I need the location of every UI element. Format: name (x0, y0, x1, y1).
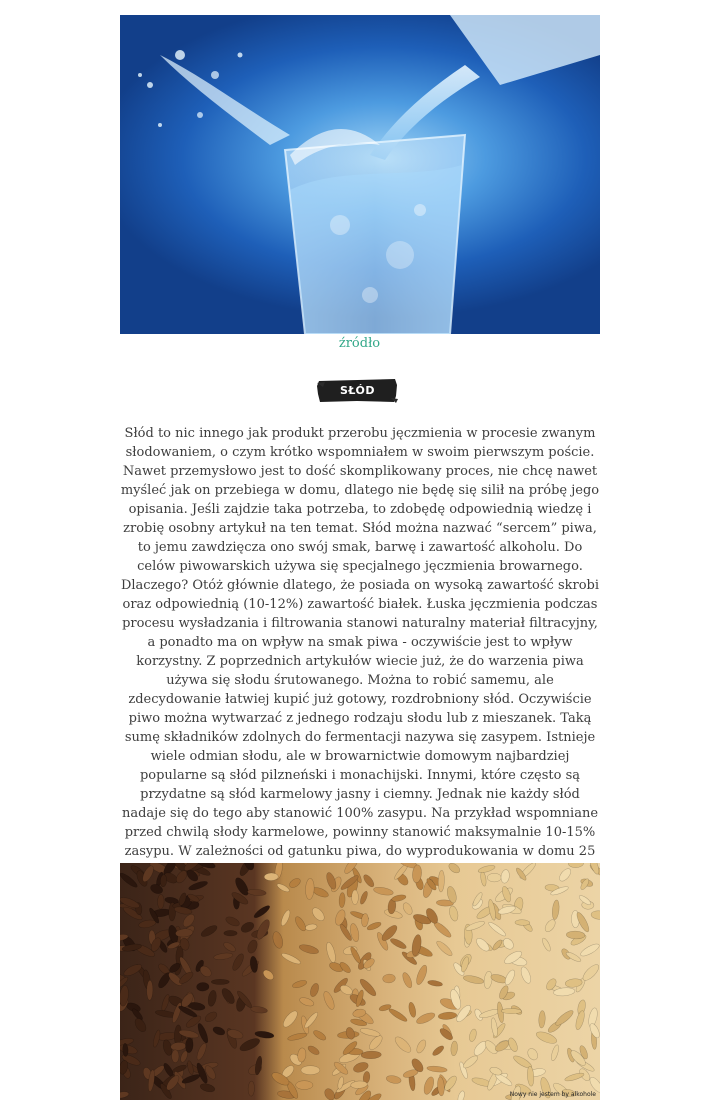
malt-grain (477, 864, 495, 874)
malt-grain (213, 952, 233, 961)
malt-grain (254, 918, 271, 941)
malt-grain (253, 904, 272, 920)
malt-grain (207, 990, 218, 1007)
malt-grain (501, 1008, 521, 1014)
malt-grain (500, 869, 510, 884)
malt-grain (325, 941, 337, 963)
malt-grain (297, 1048, 307, 1063)
malt-grain (238, 1036, 261, 1053)
malt-grain (296, 1081, 313, 1090)
malt-grain (224, 930, 237, 936)
water-photo-art (120, 15, 600, 334)
malt-grain (438, 870, 445, 892)
malt-grain (391, 894, 407, 903)
malt-grain (301, 1066, 320, 1075)
malt-grain (574, 1010, 586, 1031)
malt-grain (515, 920, 530, 926)
malt-grain (431, 1044, 445, 1057)
malt-grain (535, 1029, 559, 1045)
malt-grain (551, 900, 560, 920)
malt-grain (566, 931, 585, 939)
malt-grain (280, 909, 292, 927)
malt-grain (461, 1054, 479, 1070)
malt-grain (264, 873, 278, 881)
malt-grain (527, 1066, 535, 1086)
malt-grain (438, 1011, 457, 1020)
malt-grain (519, 966, 533, 985)
malt-grain (288, 877, 302, 890)
malt-grain (359, 1027, 380, 1038)
malt-grain (579, 942, 600, 958)
malt-grain (415, 1038, 428, 1054)
malt-grain (388, 1007, 409, 1023)
malt-grain (366, 921, 382, 932)
malt-grain (501, 936, 515, 951)
malt-grain (271, 931, 284, 950)
section-label (317, 378, 398, 403)
malt-grain (293, 915, 307, 932)
malt-grain (339, 892, 346, 907)
malt-grain (480, 871, 487, 886)
malt-grain (490, 1017, 498, 1037)
malt-grain (401, 901, 414, 916)
malt-grain (307, 1044, 321, 1056)
malt-grain (448, 905, 459, 922)
photo-watermark: Nowy nie jestem by alkohole (509, 1091, 596, 1098)
malt-grain (310, 906, 327, 923)
malt-grain (463, 974, 485, 985)
malt-grain (203, 1010, 218, 1024)
malt-grain (487, 920, 507, 937)
malt-grain (543, 918, 557, 934)
malt-grain (172, 1050, 179, 1063)
malt-grain (361, 1051, 381, 1059)
malt-grain (248, 1081, 255, 1096)
malt-grain (401, 971, 414, 989)
malt-grain (305, 923, 318, 931)
malt-grain (157, 894, 164, 909)
malt-grain (581, 962, 600, 983)
malt-grain (588, 863, 600, 875)
malt-grain (280, 952, 301, 966)
malt-grain (281, 1009, 300, 1030)
malt-grain (160, 994, 170, 1012)
article-paragraph: Słód to nic innego jak produkt przerobu jęczmienia w procesie zwanym słodowaniem, o czym krótko wspomniałem w swoim pierwszym poście. Nawet przemysłowo jest to dość skomplikowany proces, nie chcę nawet myśleć jak on przebiega w domu, dlatego nie będę się silił na próbę jego opisania. Jeśli zajdzie taka potrzeba, to zdobędę odpowiednią wiedzę i zrobię osobny artykuł na ten temat. Słód można nazwać “sercem” piwa, to jemu zawdzięcza ono swój smak, barwę i zawartość alkoholu. Do celów piwowarskich używa się specjalnego jęczmienia browarnego. Dlaczego? Otóż głównie dlatego, że posiada on wysoką zawartość skrobi oraz odpowiednią (10-12%) zawartość białek. Łuska jęczmienia podczas procesu wysładzania i filtrowania stanowi naturalny materiał filtracyjny, a ponadto ma on wpływ na smak piwa - oczywiście jest to wpływ korzystny. Z poprzednich artykułów wiecie już, że do warzenia piwa używa się słodu śrutowanego. Można to robić samemu, ale zdecydowanie łatwiej kupić już gotowy, rozdrobniony słód. Oczywiście piwo można wytwarzać z jednego rodzaju słodu lub z mieszanek. Taką sumę składników zdolnych do fermentacji nazywa się zasypem. Istnieje wiele odmian słodu, ale w browarnictwie domowym najbardziej popularne są słód pilzneński i monachijski. Innymi, które często są przydatne są słód karmelowy jasny i ciemny. Jednak nie każdy słód nadaje się do tego aby stanowić 100% zasypu. Na przykład wspomniane przed chwilą słody karmelowe, powinny stanowić maksymalnie 10-15% zasypu. W zależności od gatunku piwa, do wyprodukowania w domu 25 (120, 426, 600, 859)
malt-grain (389, 937, 407, 951)
malt-grain (309, 982, 320, 997)
malt-grain (305, 878, 315, 900)
water-pouring-photo (120, 15, 600, 334)
malt-grain (200, 923, 219, 938)
malt-grain (415, 1011, 436, 1026)
section-label-text: SŁÓD (339, 384, 376, 397)
source-link[interactable]: źródło (338, 336, 381, 351)
malt-grain (362, 873, 376, 888)
malt-grain (261, 968, 275, 982)
malt-grain (550, 1044, 560, 1062)
malt-grain (247, 888, 266, 896)
malt-grain (181, 912, 197, 929)
malt-grain (568, 863, 584, 868)
malt-grain (435, 939, 454, 958)
malt-grain (447, 863, 461, 875)
malt-grain (408, 1002, 417, 1018)
malt-grain (468, 1028, 477, 1042)
malt-grain (211, 979, 229, 984)
malt-grain (427, 1065, 448, 1073)
malt-grain (526, 1047, 540, 1062)
malt-grain (541, 937, 552, 952)
malt-grain (393, 1034, 414, 1054)
malt-grains-art (120, 863, 600, 1100)
malt-grain (224, 915, 240, 928)
malt-grain (212, 1025, 226, 1036)
malt-grain (538, 1010, 545, 1028)
malt-grain (138, 919, 156, 929)
malt-grain (386, 1074, 402, 1084)
malt-grain (487, 873, 501, 882)
malt-grain (120, 1091, 129, 1099)
malt-grain (450, 1041, 458, 1056)
malt-grain (254, 1030, 274, 1039)
malt-grain (133, 1016, 148, 1033)
malt-grains-photo (120, 863, 600, 1100)
malt-grain (298, 996, 314, 1008)
malt-grain (359, 890, 369, 905)
malt-grain (276, 882, 291, 893)
malt-grain (292, 979, 308, 989)
malt-grain (312, 1029, 327, 1042)
malt-grain (352, 890, 359, 905)
malt-grain (246, 939, 259, 955)
malt-grain (557, 867, 573, 883)
malt-grain (250, 1006, 267, 1014)
malt-grain (373, 886, 394, 897)
malt-grain (554, 1008, 575, 1027)
malt-grain (254, 1056, 263, 1076)
malt-grain (483, 971, 493, 989)
malt-grain (199, 1082, 215, 1093)
malt-grain (382, 973, 395, 983)
malt-grain (287, 1032, 308, 1042)
malt-grain (322, 990, 337, 1011)
malt-grain (414, 964, 428, 986)
malt-grain (196, 1022, 210, 1044)
malt-grain (298, 943, 319, 956)
malt-grain (564, 1071, 585, 1082)
malt-grain (427, 979, 443, 987)
malt-grain (170, 1042, 186, 1051)
malt-grain (188, 880, 209, 892)
malt-grain (122, 1043, 128, 1056)
malt-grain (196, 982, 209, 991)
malt-grain (195, 1042, 208, 1061)
malt-grain (147, 980, 154, 1000)
malt-grain (222, 941, 237, 954)
malt-grain (457, 1090, 466, 1100)
malt-grain (591, 910, 600, 920)
